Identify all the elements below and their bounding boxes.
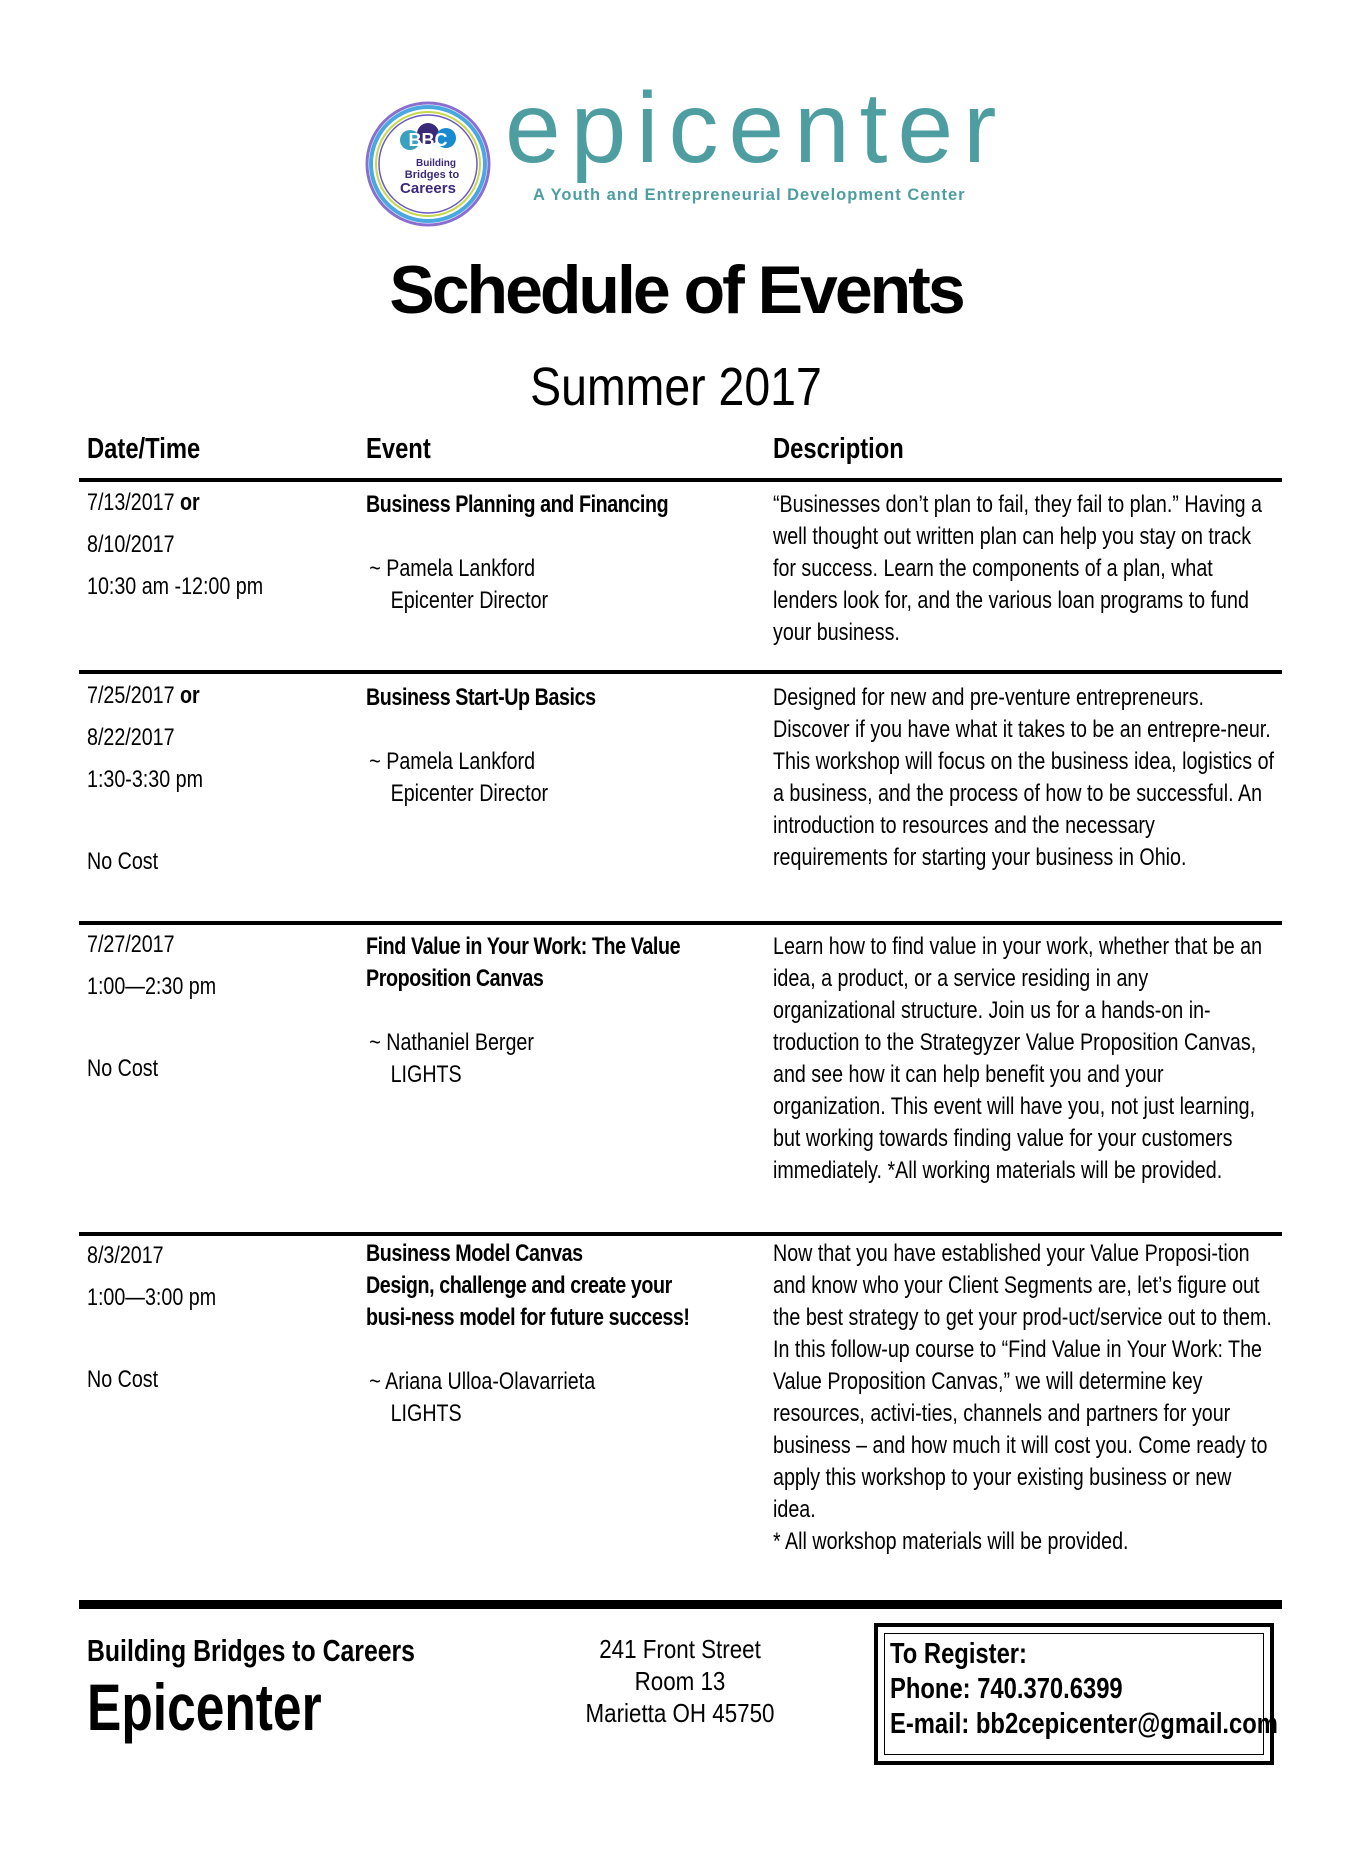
row-2-event-cell [366,682,694,810]
row-2-cost: No Cost [87,848,159,875]
footer-address [577,1633,783,1729]
row-1-event-cell [366,489,694,617]
logo-letters: BBC [408,130,448,150]
row-2-description: Designed for new and pre-venture entrepreneurs. Discover if you have what it takes to be an entrepre-neur. This workshop will focus on the business idea, logistics of a business, and the process of how to be successful. An introduction to resources and the necessary requirements for starting your business in Ohio. [773,684,1274,871]
row-2-time: 1:30-3:30 pm [87,766,203,793]
row-3-event-cell [366,931,694,1091]
row-3-event-title: Find Value in Your Work: The Value Proposition Canvas [366,933,681,992]
row-4-date-1: 8/3/2017 [87,1242,164,1269]
row-4-description: Now that you have established your Value Proposi-tion and know who your Client Segments are, let’s figure out the best strategy to get your prod-uct/service out to them. In this follow-up course to “Find Value in Your Work: The Value Proposition Canvas,” we will determine key resources, activi-ties, channels and partners for your business – and how much it will cost you. Come ready to apply this workshop to your existing business or new idea. [773,1240,1272,1523]
row-3-speaker [366,1027,694,1091]
footer-org-name: Epicenter [87,1670,322,1744]
register-box [874,1623,1278,1765]
footer-org-line: Building Bridges to Careers [87,1633,415,1668]
row-1-date-1: 7/13/2017 [87,489,175,516]
address-line-2: Room 13 [634,1666,726,1696]
row-4-speaker-org: LIGHTS [390,1400,462,1427]
page-title: Schedule of Events [389,252,963,328]
register-title: To Register: [890,1638,1027,1670]
register-email: E-mail: bb2cepicenter@gmail.com [890,1708,1278,1740]
row-4-speaker-name: ~ Ariana Ulloa-Olavarrieta [369,1368,596,1395]
row-2-speaker [366,746,694,810]
row-1-description: “Businesses don’t plan to fail, they fail to plan.” Having a well thought out written plan can help you stay on track for success. Learn the components of a plan, what lenders look for, and the various loan programs to fund your business. [773,491,1263,646]
column-header-date: Date/Time [87,433,201,465]
column-header-description: Description [773,433,904,465]
row-4-cost: No Cost [87,1366,159,1393]
table-divider [79,670,1282,674]
row-1-event-title: Business Planning and Financing [366,491,669,518]
row-4-event-subtitle: Design, challenge and create your busi-ness model for future success! [366,1272,690,1331]
brand-wordmark: epicenter [505,72,1007,184]
row-2-event-title: Business Start-Up Basics [366,684,596,711]
row-1-date-2: 8/10/2017 [87,531,175,558]
row-1-or: or [180,489,200,516]
register-phone: Phone: 740.370.6399 [890,1673,1123,1705]
row-3-date-1: 7/27/2017 [87,931,175,958]
row-3-cost: No Cost [87,1055,159,1082]
row-1-time: 10:30 am -12:00 pm [87,573,264,600]
column-header-event: Event [366,433,431,465]
logo-line-1: Building [416,158,456,169]
logo-line-2: Bridges to [404,169,460,181]
row-3-speaker-name: ~ Nathaniel Berger [369,1029,534,1056]
row-4-time: 1:00—3:00 pm [87,1284,217,1311]
address-line-3: Marietta OH 45750 [585,1698,775,1728]
page-subtitle: Summer 2017 [530,357,822,417]
row-2-date-cell [87,675,333,883]
row-3-date-cell [87,924,333,1090]
row-1-speaker [366,553,694,617]
row-3-time: 1:00—2:30 pm [87,973,217,1000]
address-line-1: 241 Front Street [599,1634,761,1664]
row-3-description: Learn how to find value in your work, whether that be an idea, a product, or a service residing in any organizational structure. Join us for a hands-on in-troduction to the Strategyzer Value Proposition Canvas, and see how it can help benefit you and your organization. This event will have you, not just learning, but working towards finding value for your customers immediately. *All working materials will be provided. [773,933,1263,1184]
row-2-or: or [180,682,200,709]
row-4-date-cell [87,1235,333,1401]
row-2-date-2: 8/22/2017 [87,724,175,751]
row-2-date-1: 7/25/2017 [87,682,175,709]
row-3-speaker-org: LIGHTS [390,1061,462,1088]
row-4-event-cell [366,1238,694,1430]
row-4-description-note: * All workshop materials will be provided. [773,1528,1129,1555]
row-1-speaker-org: Epicenter Director [390,587,549,614]
row-2-speaker-org: Epicenter Director [390,780,549,807]
brand-tagline: A Youth and Entrepreneurial Development Center [533,186,966,204]
row-4-speaker [366,1366,694,1430]
logo-line-3: Careers [400,180,456,197]
bbc-logo [364,100,492,228]
row-2-speaker-name: ~ Pamela Lankford [369,748,536,775]
row-1-date-cell [87,482,333,608]
footer-divider [79,1600,1282,1609]
row-1-speaker-name: ~ Pamela Lankford [369,555,536,582]
row-4-event-title: Business Model Canvas [366,1240,583,1267]
row-4-description-cell [773,1238,1275,1558]
